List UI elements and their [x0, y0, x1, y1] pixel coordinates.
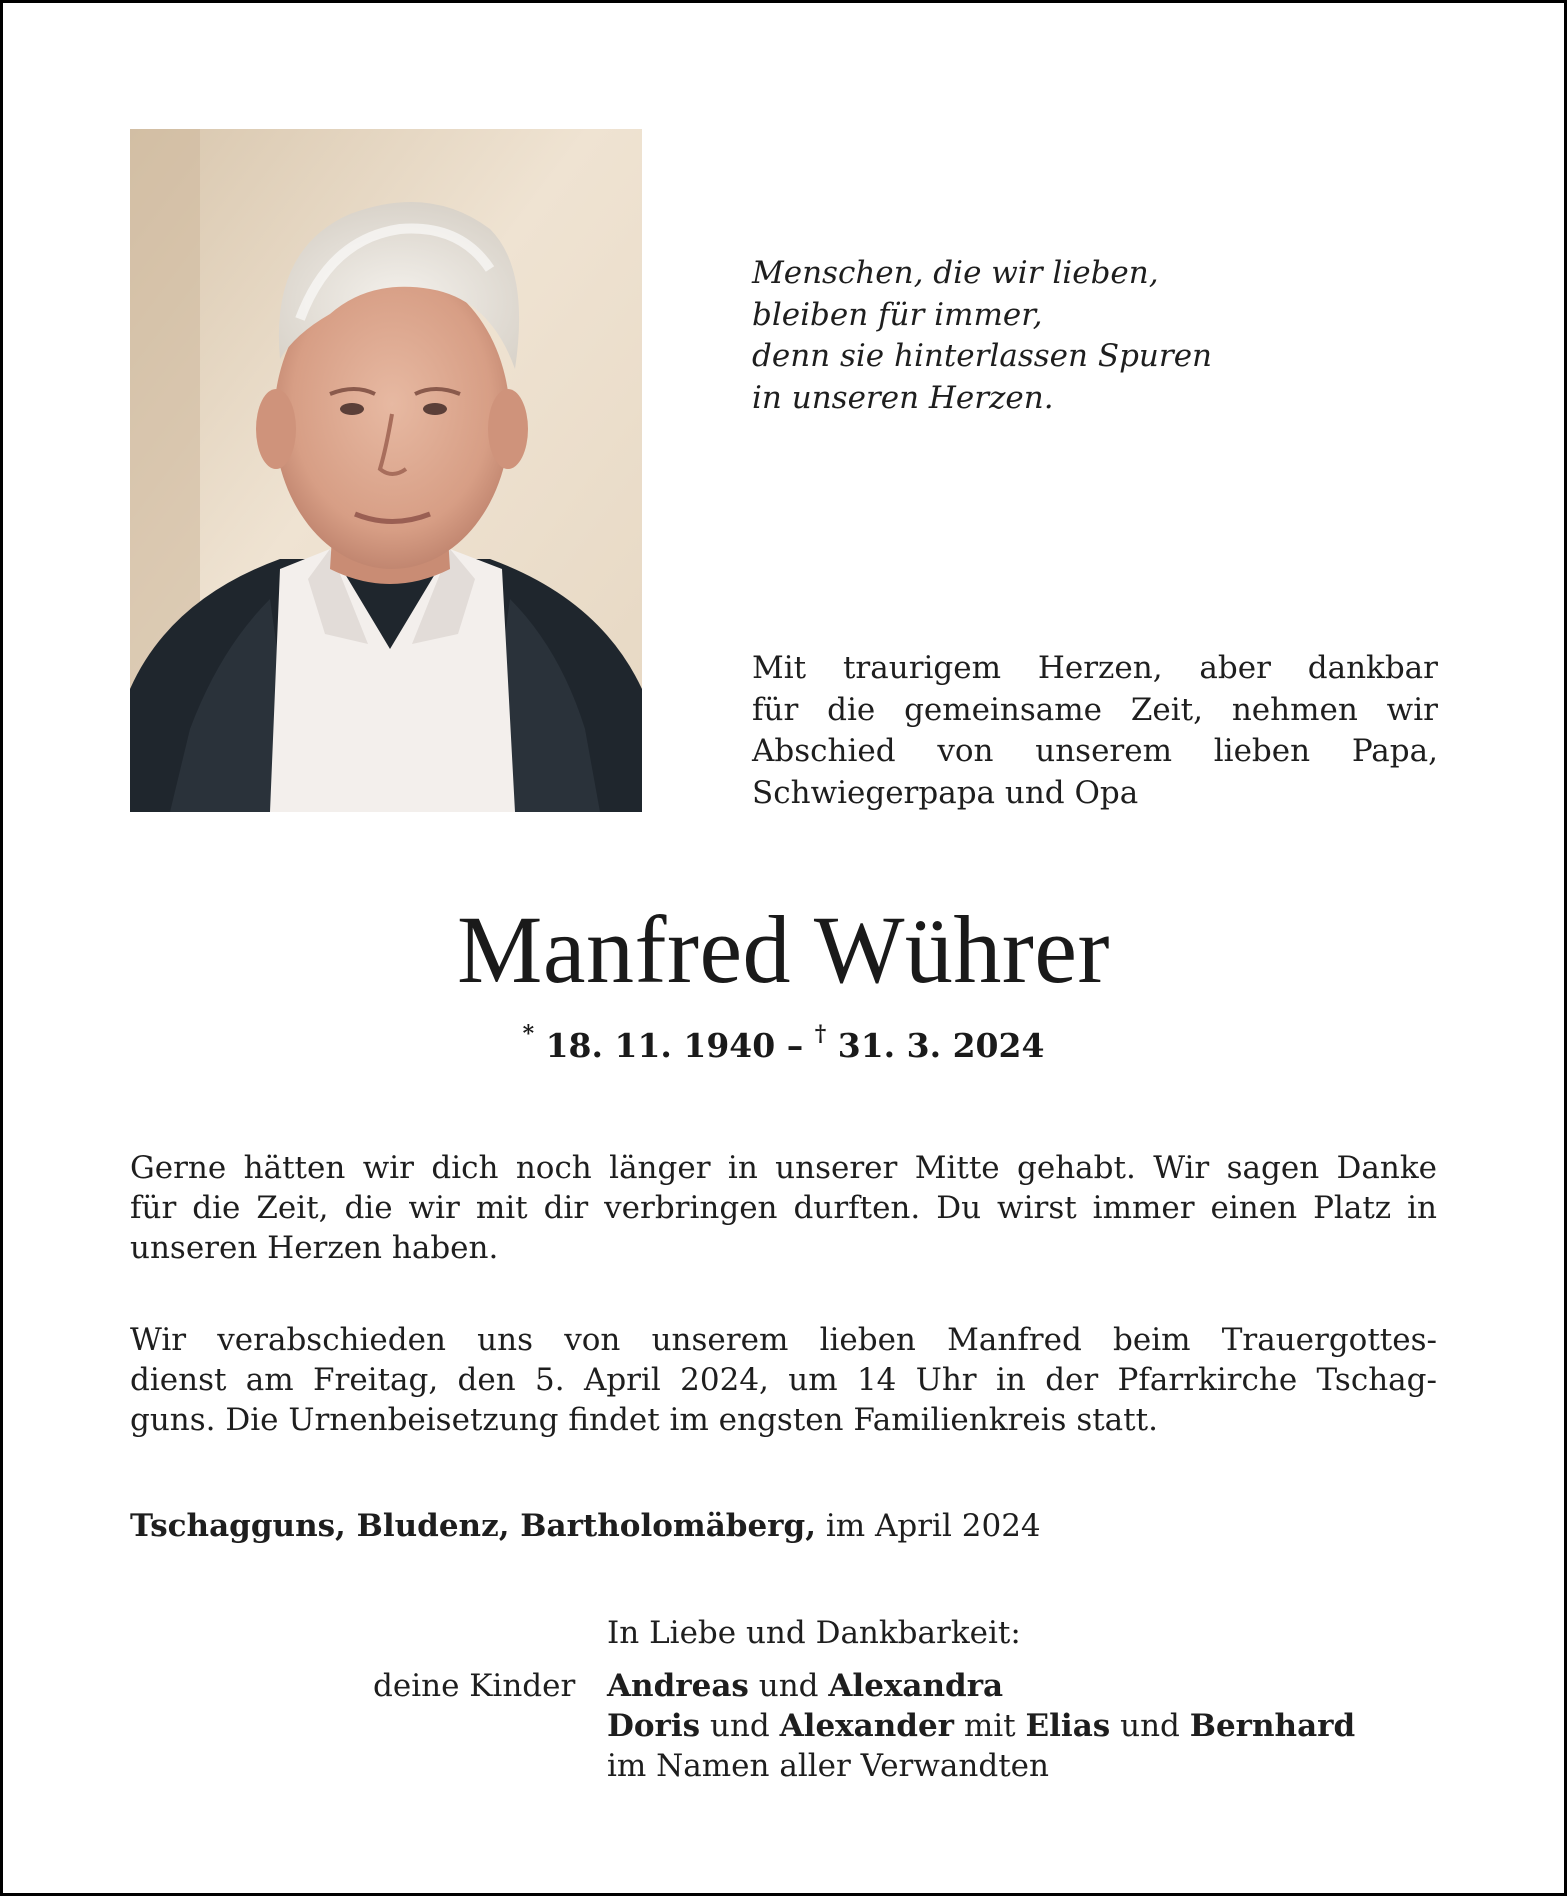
- word: Wir: [1153, 1150, 1210, 1186]
- death-date: 31. 3. 2024: [837, 1026, 1045, 1065]
- word: sagen: [1226, 1150, 1320, 1186]
- intro-line: [752, 690, 1438, 732]
- word: durften.: [793, 1190, 921, 1226]
- grandchild-name: Bernhard: [1189, 1708, 1356, 1744]
- paragraph-last-line: unseren Herzen haben.: [130, 1230, 499, 1266]
- life-dates: [0, 1015, 1567, 1069]
- birth-date: 18. 11. 1940: [545, 1026, 776, 1065]
- signature-line: [607, 1706, 1355, 1746]
- places: Tschagguns, Bludenz, Bartholomäberg,: [130, 1508, 816, 1544]
- word: Freitag,: [312, 1362, 439, 1398]
- word: unserer: [775, 1150, 898, 1186]
- conjunction: und: [1120, 1708, 1180, 1744]
- paragraph-service-info: [130, 1320, 1437, 1440]
- word: wir: [408, 1190, 460, 1226]
- word: am: [245, 1362, 294, 1398]
- word: von: [937, 733, 994, 769]
- poem-line: bleiben für immer,: [752, 296, 1043, 333]
- word: Zeit,: [256, 1190, 329, 1226]
- word: noch: [515, 1150, 592, 1186]
- word: die: [827, 691, 876, 728]
- place-and-date: [130, 1506, 1041, 1546]
- word: dienst: [130, 1362, 227, 1398]
- conjunction: und: [709, 1708, 770, 1744]
- conjunction: mit: [963, 1708, 1016, 1744]
- word: gehabt.: [1017, 1150, 1136, 1186]
- word: Tschag-: [1316, 1362, 1437, 1398]
- conjunction: und: [758, 1668, 819, 1704]
- signature-line: [607, 1666, 1355, 1706]
- portrait-photo: [130, 129, 642, 812]
- paragraph-line: [130, 1320, 1437, 1360]
- word: wir: [1386, 691, 1438, 728]
- word: von: [564, 1322, 621, 1358]
- poem-line: denn sie hinterlassen Spuren: [752, 338, 1213, 374]
- word: den: [457, 1362, 516, 1398]
- word: Danke: [1336, 1150, 1437, 1186]
- paragraph-line: [130, 1188, 1437, 1228]
- intro-text: [752, 648, 1438, 814]
- word: aber: [1199, 650, 1271, 686]
- word: verabschieden: [217, 1322, 446, 1358]
- paragraph-line: [130, 1148, 1437, 1188]
- word: 5.: [535, 1362, 565, 1398]
- word: die: [344, 1190, 393, 1226]
- word: gemeinsame: [904, 691, 1103, 728]
- word: Mit: [752, 650, 807, 686]
- poem-line: Menschen, die wir lieben,: [752, 255, 1159, 291]
- word: wirst: [997, 1190, 1077, 1226]
- word: in: [995, 1362, 1026, 1398]
- word: Manfred: [947, 1322, 1082, 1358]
- word: Trauergottes-: [1221, 1322, 1437, 1358]
- word: Pfarrkirche: [1117, 1362, 1298, 1398]
- word: beim: [1113, 1322, 1191, 1358]
- paragraph-line: [130, 1360, 1437, 1400]
- word: lieben: [819, 1322, 916, 1358]
- word: Herzen,: [1037, 650, 1163, 686]
- word: hätten: [243, 1150, 346, 1186]
- word: Zeit,: [1130, 691, 1203, 728]
- word: April: [583, 1362, 661, 1398]
- deceased-name: Manfred Wührer: [457, 896, 1110, 1003]
- word: die: [192, 1190, 241, 1226]
- word: dich: [431, 1150, 499, 1186]
- signature-lead: deine Kinder: [373, 1668, 576, 1704]
- portrait-illustration: [130, 129, 642, 812]
- intro-line: [752, 731, 1438, 773]
- word: in: [727, 1150, 758, 1186]
- birth-symbol: *: [522, 1021, 535, 1047]
- word: in: [1407, 1190, 1437, 1226]
- intro-last-line: Schwiegerpapa und Opa: [752, 774, 1139, 811]
- word: Wir: [130, 1322, 187, 1358]
- death-symbol: †: [814, 1021, 827, 1047]
- poem-line: in unseren Herzen.: [752, 379, 1054, 416]
- word: Gerne: [130, 1150, 227, 1186]
- word: verbringen: [604, 1190, 778, 1226]
- word: Papa,: [1351, 733, 1438, 769]
- word: 14: [856, 1362, 897, 1398]
- word: uns: [477, 1322, 533, 1358]
- date-separator: –: [786, 1026, 804, 1065]
- word: Mitte: [914, 1150, 1000, 1186]
- word: für: [130, 1190, 177, 1226]
- word: dir: [543, 1190, 589, 1226]
- signature-heading: In Liebe und Dankbarkeit:: [607, 1615, 1021, 1651]
- word: für: [752, 691, 799, 728]
- memorial-poem: [752, 253, 1472, 419]
- signature-closing: im Namen aller Verwandten: [607, 1748, 1049, 1784]
- word: Platz: [1313, 1190, 1392, 1226]
- child-name: Alexandra: [828, 1668, 1004, 1704]
- notice-date: im April 2024: [825, 1508, 1041, 1544]
- word: mit: [475, 1190, 528, 1226]
- word: lieben: [1213, 733, 1311, 769]
- word: unserem: [1035, 733, 1172, 769]
- word: Abschied: [752, 733, 896, 769]
- intro-line: [752, 648, 1438, 690]
- word: länger: [609, 1150, 711, 1186]
- grandchild-name: Elias: [1025, 1708, 1111, 1744]
- word: dankbar: [1307, 650, 1438, 686]
- signature-names: [607, 1666, 1355, 1786]
- word: 2024,: [680, 1362, 769, 1398]
- word: einen: [1210, 1190, 1298, 1226]
- word: immer: [1092, 1190, 1195, 1226]
- word: der: [1045, 1362, 1099, 1398]
- word: unserem: [651, 1322, 789, 1358]
- word: Uhr: [915, 1362, 977, 1398]
- word: um: [788, 1362, 838, 1398]
- word: traurigem: [842, 650, 1002, 686]
- child-name: Andreas: [607, 1668, 749, 1704]
- word: Du: [936, 1190, 982, 1226]
- paragraph-last-line: guns. Die Urnenbeisetzung findet im engsten Familienkreis statt.: [130, 1402, 1158, 1438]
- word: wir: [362, 1150, 414, 1186]
- word: nehmen: [1231, 691, 1358, 728]
- child-name: Doris: [607, 1708, 701, 1744]
- paragraph-farewell: [130, 1148, 1437, 1268]
- child-name: Alexander: [779, 1708, 955, 1744]
